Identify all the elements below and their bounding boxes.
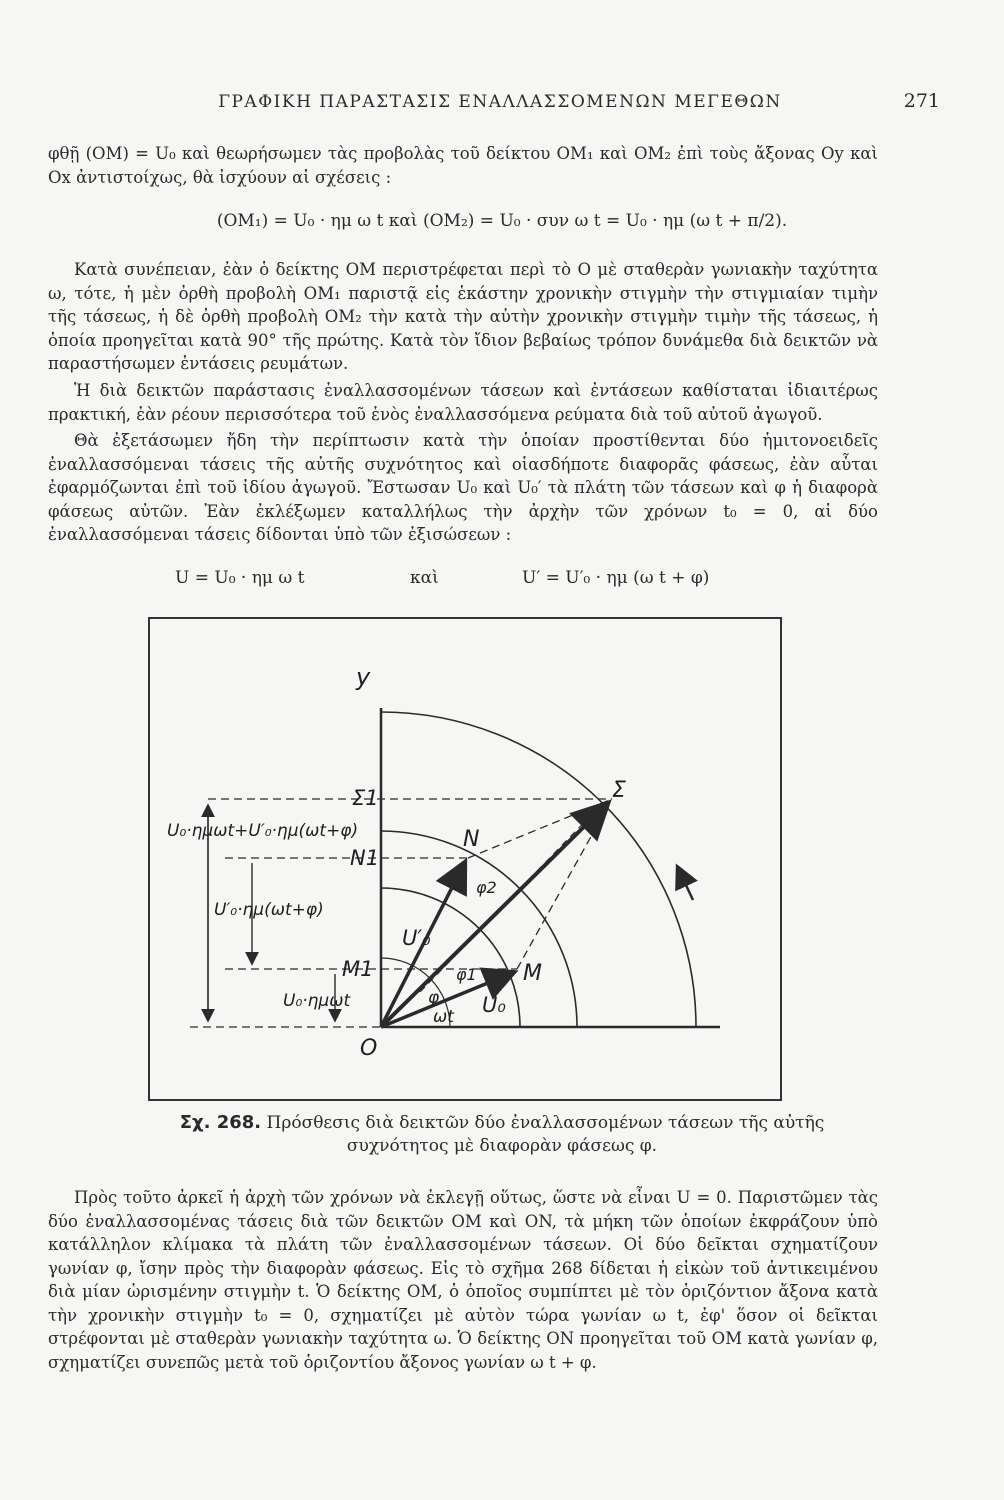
label-sigma1: Σ1: [352, 786, 379, 810]
page-number: 271: [903, 90, 940, 112]
caption-text-2: συχνότητος μὲ διαφορὰν φάσεως φ.: [346, 1136, 658, 1156]
parallelogram-n-sigma: [468, 799, 612, 858]
rotation-arrow-icon: [678, 868, 693, 900]
figure-number: Σχ. 268.: [179, 1112, 262, 1133]
paragraph-2: Κατὰ συνέπειαν, ἐὰν ὁ δείκτης OM περιστρέφεται περὶ τὸ O μὲ σταθερὰν γωνιακὴν ταχύτητα ω, τότε, ἡ μὲν ὀρθὴ προβολὴ OM₁ παριστᾷ εἰς ἑκάστην χρονικὴν στιγμὴν τὴν στιγμιαίαν τιμὴν τῆς τάσεως, ἡ δὲ ὀρθὴ προβολὴ OM₂ τὴν κατὰ τὴν αὐτὴν χρονικὴν στιγμὴν τιμὴν τῆς τάσεως, ἡ ὁποία προηγεῖται κατὰ 90° τῆς πρώτης. Κατὰ τὸν ἴδιον βεβαίως τρόπον δυνάμεθα διὰ δεικτῶν νὰ παραστήσωμεν ἐντάσεις ρευμάτων.: [48, 260, 878, 373]
label-n: N: [463, 827, 480, 852]
label-wt: ωt: [433, 1007, 454, 1027]
running-title: ΓΡΑΦΙΚΗ ΠΑΡΑΣΤΑΣΙΣ ΕΝΑΛΛΑΣΣΟΜΕΝΩΝ ΜΕΓΕΘΩΝ: [218, 92, 782, 112]
formula-u: U = U₀ · ημ ω t: [175, 568, 305, 588]
formula-projections: (OM₁) = U₀ · ημ ω t καὶ (OM₂) = U₀ · συν ω t = U₀ · ημ (ω t + π/2).: [216, 211, 788, 231]
formula-u-prime: U′ = U′₀ · ημ (ω t + φ): [522, 568, 710, 588]
paragraph-4: Θὰ ἐξετάσωμεν ἤδη τὴν περίπτωσιν κατὰ τὴν ὁποίαν προστίθενται δύο ἡμιτονοειδεῖς ἐναλλασσόμεναι τάσεις τῆς αὐτῆς συχνότητος καὶ οἱασδήποτε διαφορᾶς φάσεως, ἐὰν αὗται ἐφαρμόζωνται ἐπὶ τοῦ ἰδίου ἀγωγοῦ. Ἔστωσαν U₀ καὶ U₀′ τὰ πλάτη τῶν τάσεων καὶ φ ἡ διαφορὰ φάσεως αὐτῶν. Ἐὰν ἐκλέξωμεν καταλλήλως τὴν ἀρχὴν τῶν χρόνων t₀ = 0, αἱ δύο ἐναλλασσόμεναι τάσεις δίδονται ὑπὸ τῶν ἐξισώσεων :: [48, 431, 878, 544]
label-y: y: [356, 663, 371, 691]
label-u0-prime: U′₀: [402, 926, 431, 950]
label-phi2: φ2: [476, 878, 497, 897]
label-m1: M1: [342, 957, 374, 981]
label-phi: φ: [428, 988, 440, 1008]
parallelogram-m-sigma: [517, 799, 612, 969]
label-n1: N1: [350, 846, 380, 870]
label-sigma: Σ: [612, 778, 626, 803]
label-sum: U₀·ημωt+U′₀·ημ(ωt+φ): [167, 821, 359, 841]
paragraph-5: Πρὸς τοῦτο ἀρκεῖ ἡ ἀρχὴ τῶν χρόνων νὰ ἐκλεγῇ οὕτως, ὥστε νὰ εἶναι U = 0. Παριστῶμεν τὰς δύο ἐναλλασσομένας τάσεις διὰ τῶν δεικτῶν OM καὶ ON, τὰ μήκη τῶν ὁποίων ἐκφράζουν ὑπὸ κατάλληλον κλίμακα τὰ πλάτη τῶν ἐναλλασσομένων τάσεων. Οἱ δύο δεῖκται σχηματίζουν γωνίαν φ, ἴσην πρὸς τὴν διαφορὰν φάσεως. Εἰς τὸ σχῆμα 268 δίδεται ἡ εἰκὼν τοῦ ἀντικειμένου διὰ μίαν ὡρισμένην στιγμὴν t. Ὁ δείκτης OM, ὁ ὁποῖος συμπίπτει μὲ τὸν ὁριζόντιον ἄξονα κατὰ τὴν χρονικὴν στιγμὴν t₀ = 0, σχηματίζει μὲ αὐτὸν τώρα γωνίαν ω t, ἐφ' ὅσον οἱ δεῖκται στρέφονται μὲ σταθερὰν γωνιακὴν ταχύτητα ω. Ὁ δείκτης ON προηγεῖται τοῦ OM κατὰ γωνίαν φ, σχηματίζει συνεπῶς μετὰ τοῦ ὁριζοντίου ἄξονος γωνίαν ω t + φ.: [48, 1188, 878, 1372]
label-phi1: φ1: [456, 965, 477, 984]
label-u-proj: U₀·ημωt: [283, 991, 351, 1011]
label-uprime-proj: U′₀·ημ(ωt+φ): [214, 900, 324, 920]
paragraph-1: φθῇ (OM) = U₀ καὶ θεωρήσωμεν τὰς προβολὰς τοῦ δείκτου OM₁ καὶ OM₂ ἐπὶ τοὺς ἄξονας Oy καὶ Ox ἀντιστοίχως, θὰ ἰσχύουν αἱ σχέσεις :: [48, 144, 878, 187]
label-origin: O: [360, 1036, 378, 1061]
label-m: M: [523, 961, 542, 986]
label-u0: U₀: [482, 993, 506, 1017]
figure-caption-line1: [0, 1112, 1004, 1133]
caption-text-1: Πρόσθεσις διὰ δεικτῶν δύο ἐναλλασσομένων τάσεων τῆς αὐτῆς: [266, 1113, 825, 1133]
paragraph-3: Ἡ διὰ δεικτῶν παράστασις ἐναλλασσομένων τάσεων καὶ ἐντάσεων καθίσταται ἰδιαιτέρως πρακτική, ἐὰν ρέουν περισσότερα τοῦ ἑνὸς ἐναλλασσόμενα ρεύματα διὰ τοῦ αὐτοῦ ἀγωγοῦ.: [48, 381, 878, 424]
formula-and: καὶ: [410, 568, 439, 588]
